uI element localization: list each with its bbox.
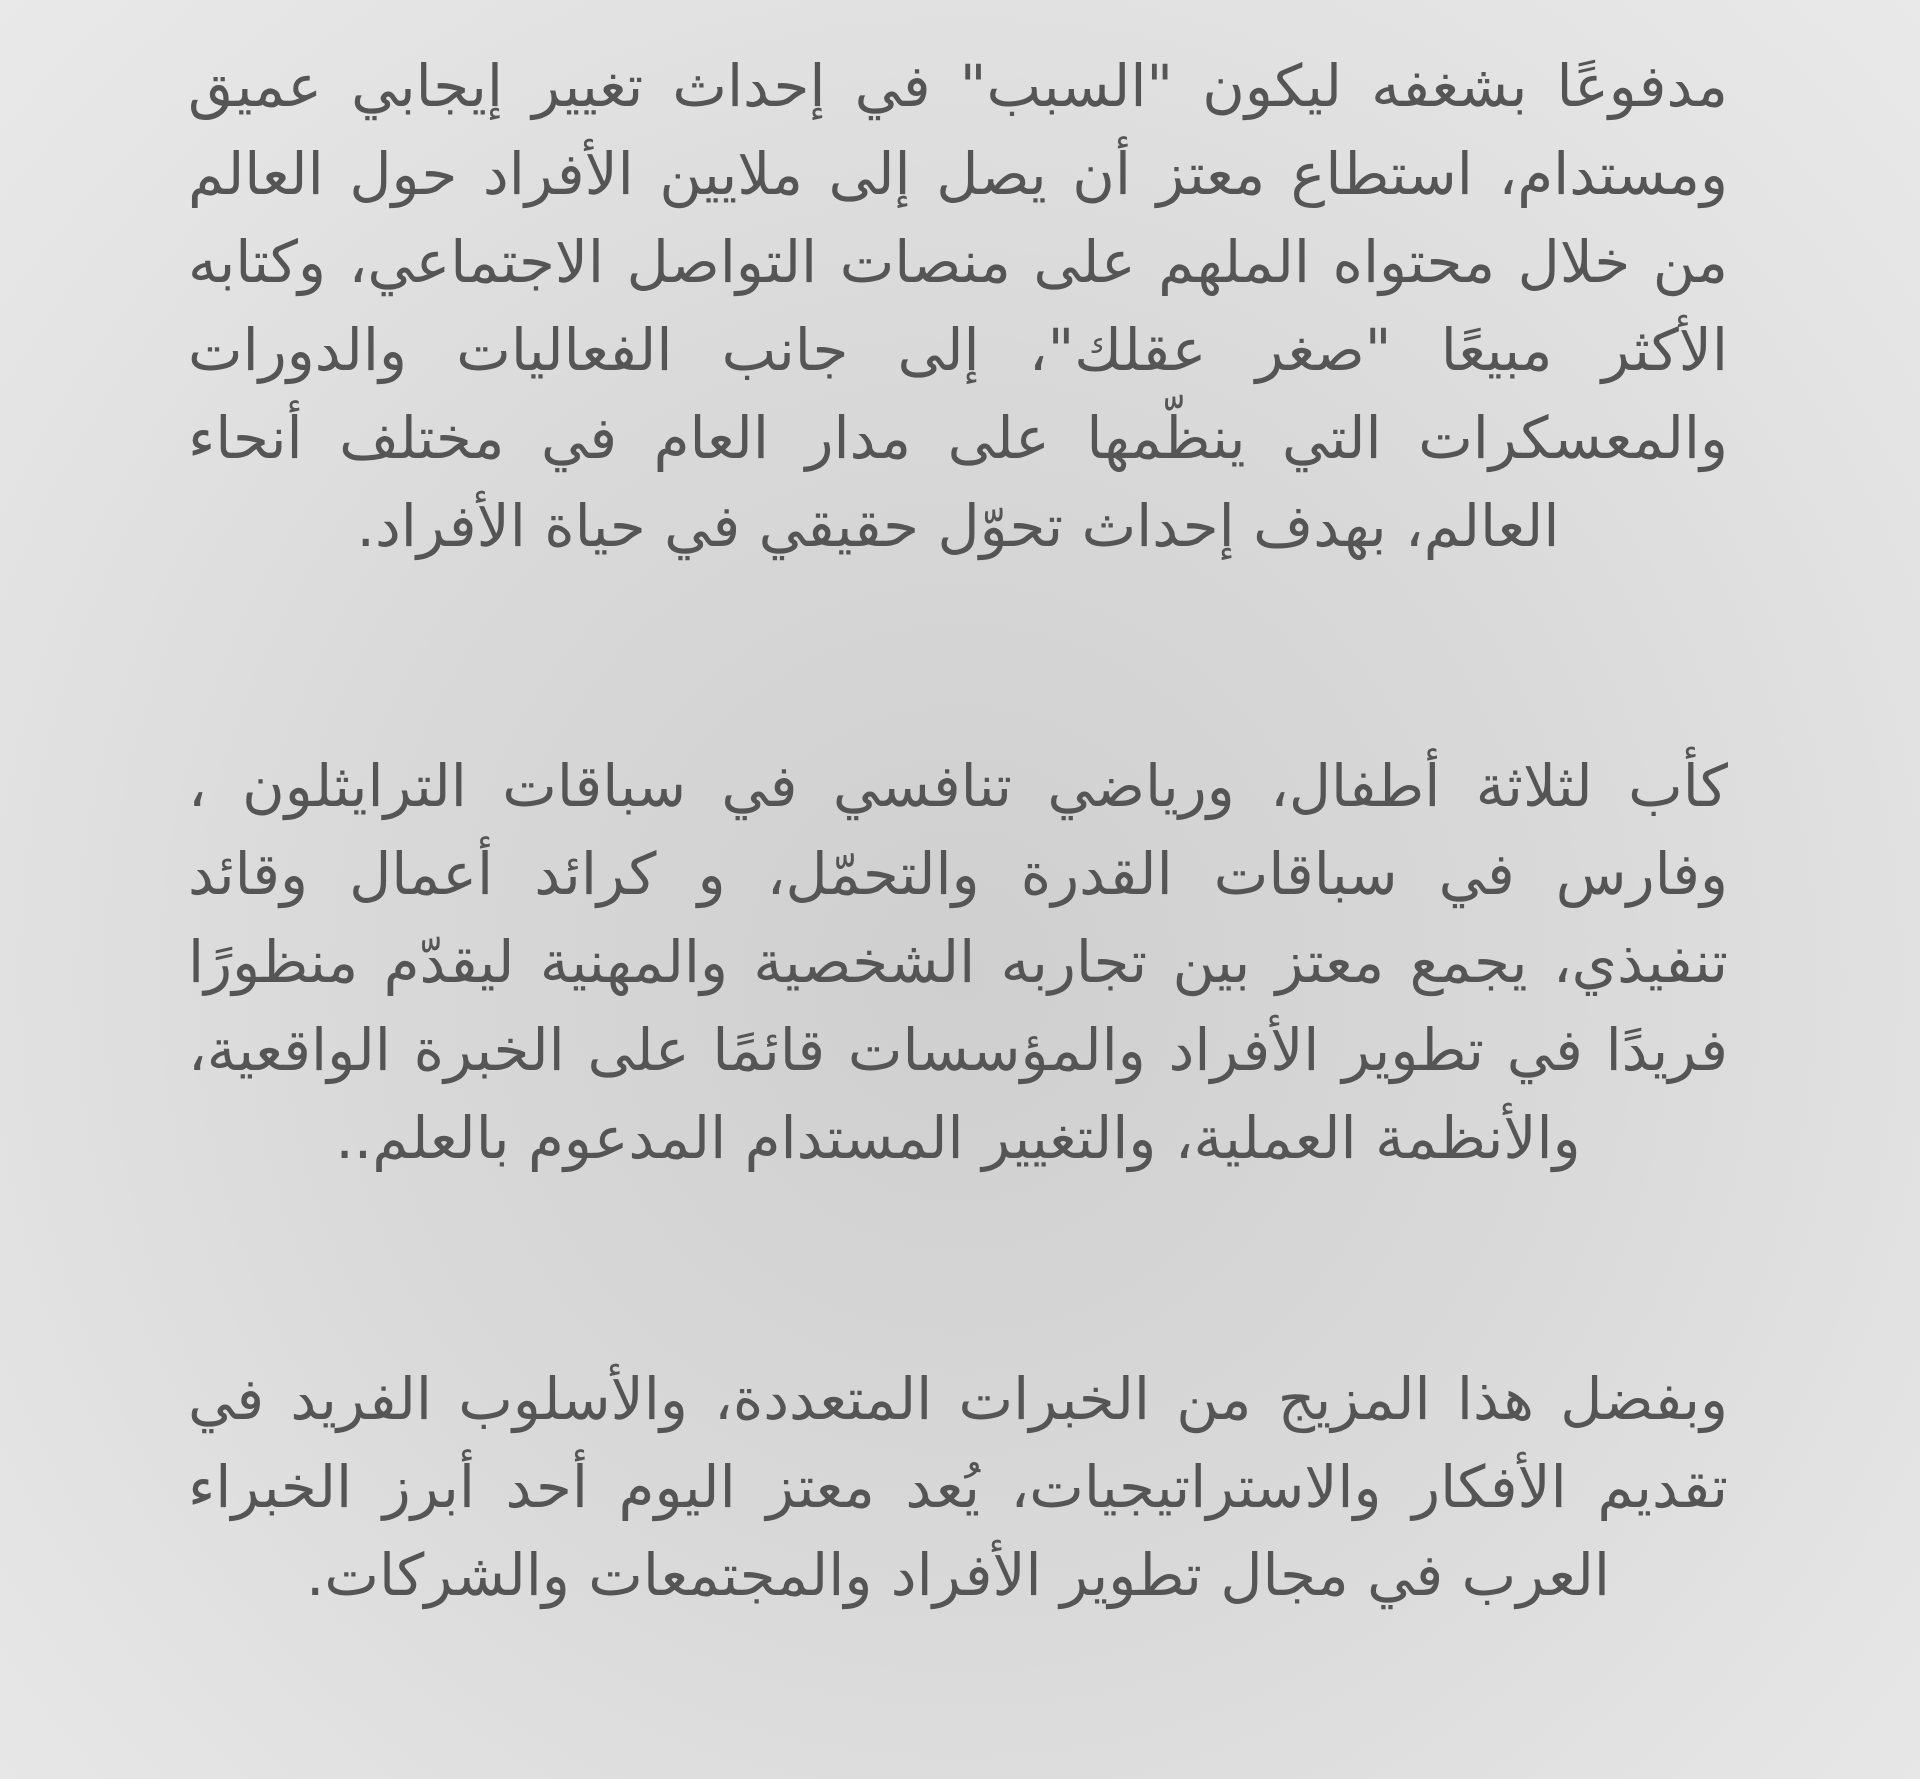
paragraph-background: كأب لثلاثة أطفال، ورياضي تنافسي في سباقات الترايثلون ، وفارس في سباقات القدرة والتحمّل، و كرائد أعمال وقائد تنفيذي، يجمع معتز بين تجاربه الشخصية والمهنية ليقدّم منظورًا فريدًا في تطوير الأفراد والمؤسسات قائمًا على الخبرة الواقعية، والأنظمة العملية، والتغيير المستدام المدعوم بالعلم.. (188, 752, 1728, 1172)
paragraph-expertise: وبفضل هذا المزيج من الخبرات المتعددة، والأسلوب الفريد في تقديم الأفكار والاستراتيجيات، يُعد معتز اليوم أحد أبرز الخبراء العرب في مجال تطوير الأفراد والمجتمعات والشركات. (188, 1365, 1728, 1609)
paragraph-mission: مدفوعًا بشغفه ليكون "السبب" في إحداث تغيير إيجابي عميق ومستدام، استطاع معتز أن يصل إلى ملايين الأفراد حول العالم من خلال محتواه الملهم على منصات التواصل الاجتماعي، وكتابه الأكثر مبيعًا "صغر عقلك"، إلى جانب الفعاليات والدورات والمعسكرات التي ينظّمها على مدار العام في مختلف أنحاء العالم، بهدف إحداث تحوّل حقيقي في حياة الأفراد. (188, 52, 1728, 560)
